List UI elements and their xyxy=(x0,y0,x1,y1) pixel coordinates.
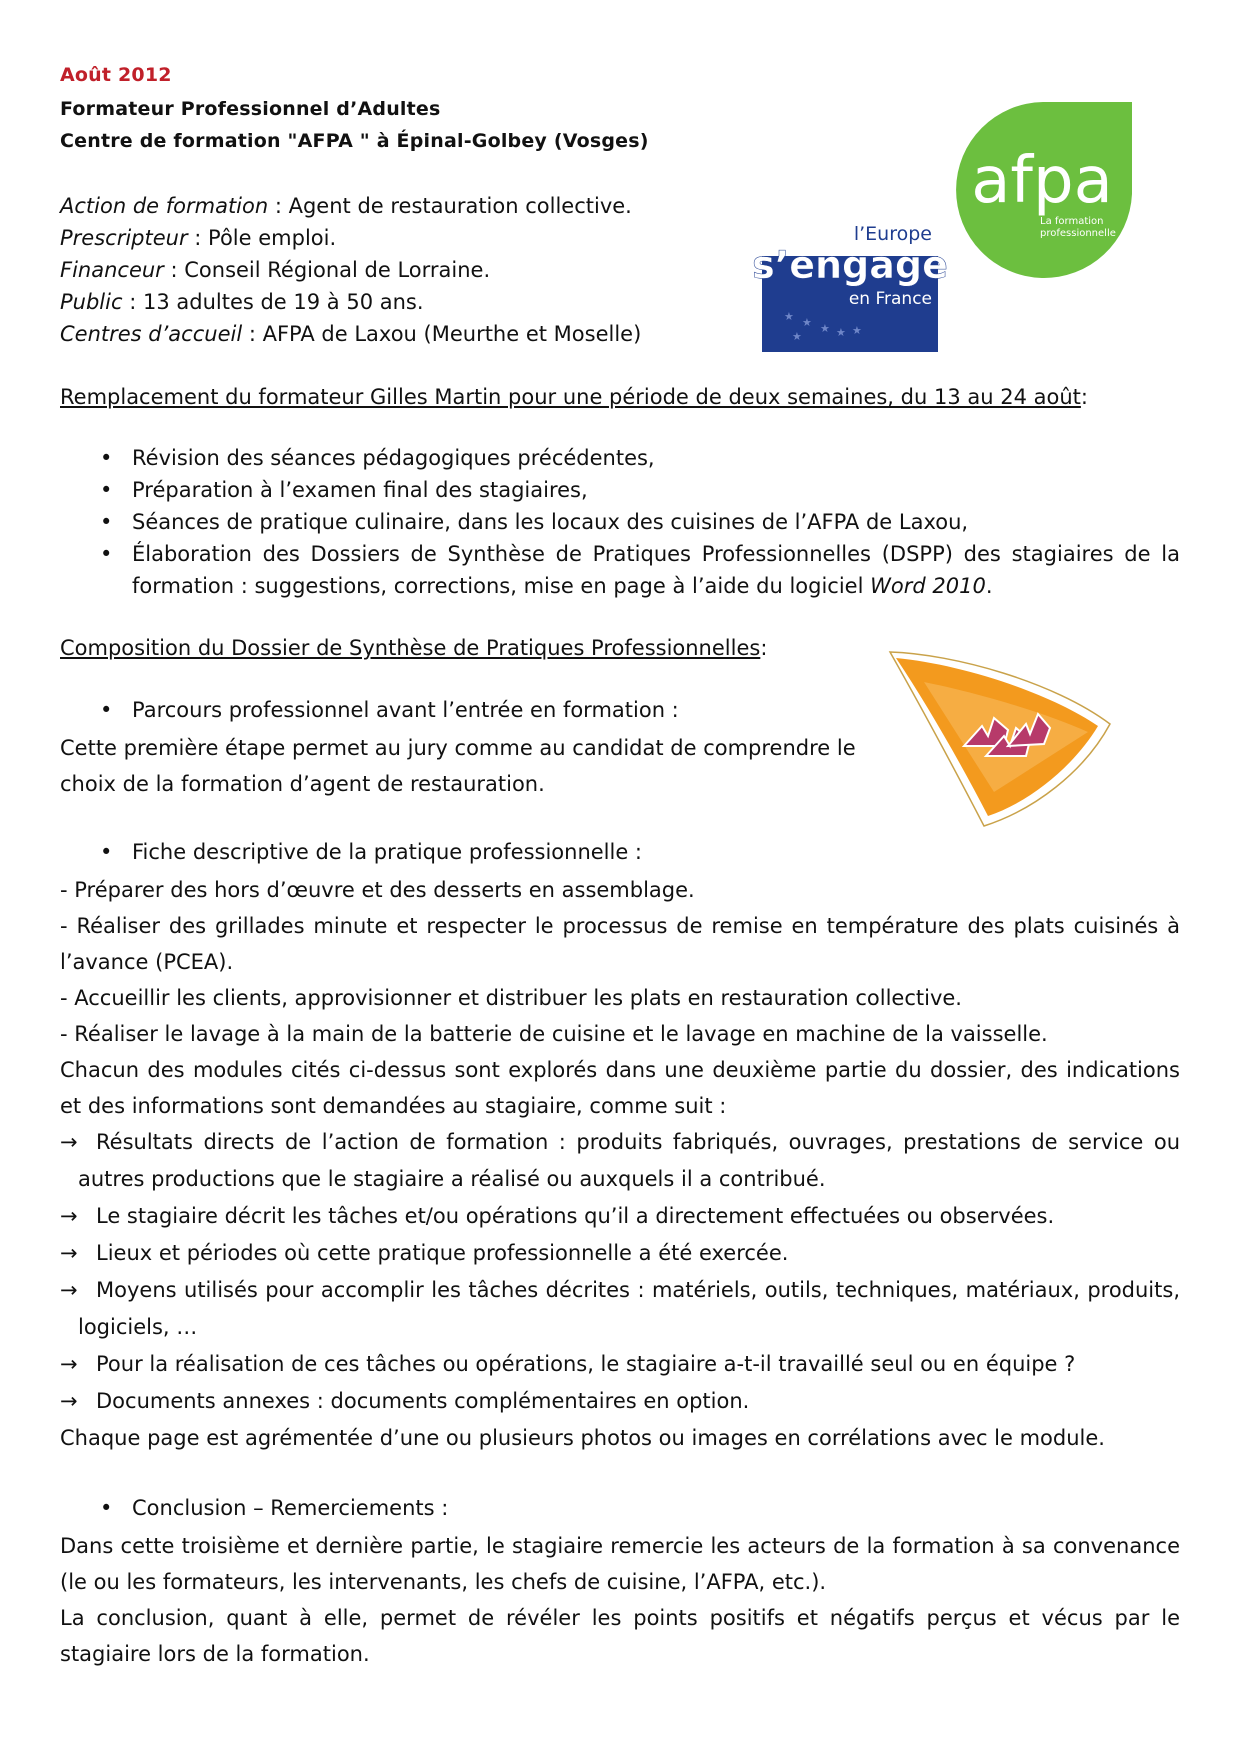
paragraph: - Réaliser le lavage à la main de la batterie de cuisine et le lavage en machine de la vaisselle. xyxy=(60,1022,1048,1046)
job-title: Formateur Professionnel d’Adultes xyxy=(60,98,441,120)
arrow-list-item: → Moyens utilisés pour accomplir les tâches décrites : matériels, outils, techniques, matériaux, produits, logiciels, … xyxy=(60,1272,1180,1346)
eu-line2: s’engage xyxy=(752,243,948,287)
date-heading: Août 2012 xyxy=(60,64,172,86)
list-item: • Fiche descriptive de la pratique professionnelle : xyxy=(100,840,643,864)
afpa-tagline-2: professionnelle xyxy=(1040,228,1116,239)
right-arrow-icon: → xyxy=(60,1278,78,1302)
paragraph: La conclusion, quant à elle, permet de révéler les points positifs et négatifs perçus et vécus par le stagiaire lors de la formation. xyxy=(60,1606,1180,1666)
europe-logo xyxy=(752,216,948,352)
svg-text:★: ★ xyxy=(820,322,830,335)
eu-line3: en France xyxy=(848,289,932,309)
svg-text:★: ★ xyxy=(802,316,812,329)
paragraph: - Accueillir les clients, approvisionner et distribuer les plats en restauration collective. xyxy=(60,986,962,1010)
info-row: Financeur : Conseil Régional de Lorraine. xyxy=(60,258,491,282)
arrow-list-item: → Le stagiaire décrit les tâches et/ou opérations qu’il a directement effectuées ou observées. xyxy=(60,1198,1180,1235)
orange-triangle-illustration xyxy=(884,642,1116,832)
part1-text: Cette première étape permet au jury comme au candidat de comprendre le choix de la formation d’agent de restauration. xyxy=(60,736,856,796)
paragraph: Dans cette troisième et dernière partie, le stagiaire remercie les acteurs de la formation à sa convenance (le ou les formateurs, les intervenants, les chefs de cuisine, l’AFPA, etc.). xyxy=(60,1534,1180,1594)
arrow-list-item: → Pour la réalisation de ces tâches ou opérations, le stagiaire a-t-il travaillé seul ou en équipe ? xyxy=(60,1346,1180,1383)
afpa-logo-text: afpa xyxy=(971,144,1113,218)
list-item: • Révision des séances pédagogiques précédentes, xyxy=(100,446,655,470)
part1-bullet xyxy=(60,694,1180,726)
right-arrow-icon: → xyxy=(60,1389,78,1413)
part3-text xyxy=(60,1528,1180,1672)
paragraph: - Préparer des hors d’œuvre et des desserts en assemblage. xyxy=(60,878,695,902)
composition-heading: Composition du Dossier de Synthèse de Pratiques Professionnelles: xyxy=(60,636,768,660)
svg-text:★: ★ xyxy=(836,326,846,339)
info-row: Public : 13 adultes de 19 à 50 ans. xyxy=(60,290,424,314)
right-arrow-icon: → xyxy=(60,1204,78,1228)
arrow-list-item: → Documents annexes : documents complémentaires en option. xyxy=(60,1383,1180,1420)
right-arrow-icon: → xyxy=(60,1352,78,1376)
svg-text:★: ★ xyxy=(792,330,802,343)
info-row: Centres d’accueil : AFPA de Laxou (Meurthe et Moselle) xyxy=(60,322,642,346)
part2-bullet xyxy=(60,836,1180,868)
arrow-list-item: → Lieux et périodes où cette pratique professionnelle a été exercée. xyxy=(60,1235,1180,1272)
replacement-task-list xyxy=(60,442,1180,602)
info-row: Prescripteur : Pôle emploi. xyxy=(60,226,337,250)
course-info xyxy=(60,190,641,350)
training-centre: Centre de formation "AFPA " à Épinal-Golbey (Vosges) xyxy=(60,130,649,152)
paragraph: Chacun des modules cités ci-dessus sont explorés dans une deuxième partie du dossier, des indications et des informations sont demandées au stagiaire, comme suit : xyxy=(60,1058,1180,1118)
part3-bullet xyxy=(60,1492,1180,1524)
list-item: • Préparation à l’examen final des stagiaires, xyxy=(100,478,588,502)
paragraph: Chaque page est agrémentée d’une ou plusieurs photos ou images en corrélations avec le module. xyxy=(60,1426,1105,1450)
arrow-list-item: → Résultats directs de l’action de formation : produits fabriqués, ouvrages, prestations de service ou autres productions que le stagiaire a réalisé ou auxquels il a contribué. xyxy=(60,1124,1180,1198)
list-item: • Parcours professionnel avant l’entrée en formation : xyxy=(100,698,679,722)
part2-text xyxy=(60,872,1180,1456)
list-item: • Conclusion – Remerciements : xyxy=(100,1496,449,1520)
svg-text:★: ★ xyxy=(852,324,862,337)
right-arrow-icon: → xyxy=(60,1241,78,1265)
afpa-logo xyxy=(946,94,1140,284)
list-item: • Élaboration des Dossiers de Synthèse de Pratiques Professionnelles (DSPP) des stagiaires de la formation : suggestions, corrections, mise en page à l’aide du logiciel Word 2010. xyxy=(100,542,1180,598)
svg-text:★: ★ xyxy=(784,310,794,323)
list-item: • Séances de pratique culinaire, dans les locaux des cuisines de l’AFPA de Laxou, xyxy=(100,510,969,534)
afpa-tagline-1: La formation xyxy=(1040,216,1104,227)
info-row: Action de formation : Agent de restauration collective. xyxy=(60,194,632,218)
replacement-heading: Remplacement du formateur Gilles Martin pour une période de deux semaines, du 13 au 24 août: xyxy=(60,385,1088,409)
eu-line1: l’Europe xyxy=(853,223,932,245)
paragraph: - Réaliser des grillades minute et respecter le processus de remise en température des plats cuisinés à l’avance (PCEA). xyxy=(60,914,1180,974)
right-arrow-icon: → xyxy=(60,1130,78,1154)
